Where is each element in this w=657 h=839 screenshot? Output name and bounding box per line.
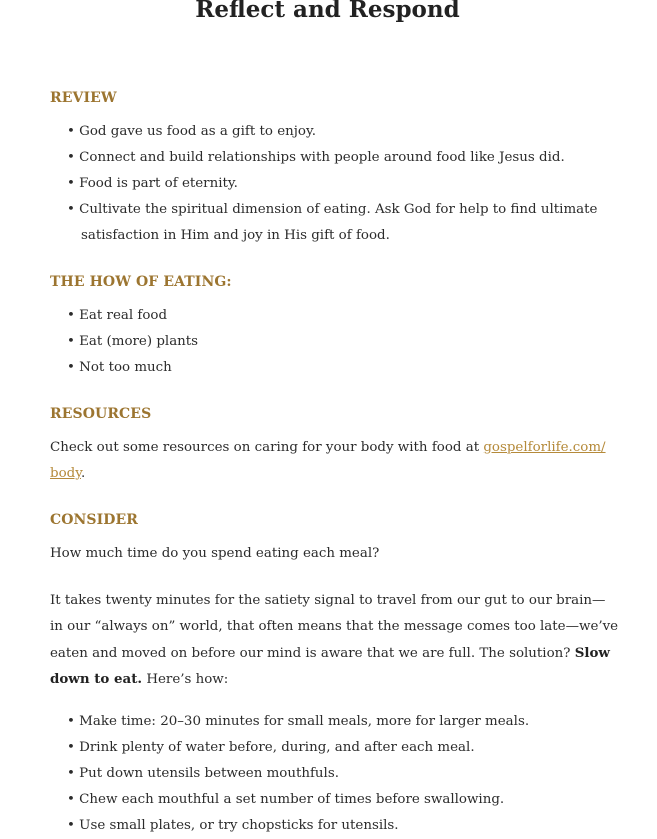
review-item: • Food is part of eternity. [67, 176, 238, 191]
tip-item: • Drink plenty of water before, during, and after each meal. [67, 740, 475, 755]
review-heading: REVIEW [50, 90, 117, 106]
consider-paragraph-line: in our “always on” world, that often means that the message comes too late—we’ve [50, 619, 619, 634]
tip-item: • Make time: 20–30 minutes for small meals, more for larger meals. [67, 714, 530, 729]
review-item-continued: satisfaction in Him and joy in His gift of food. [81, 228, 390, 243]
consider-question: How much time do you spend eating each meal? [50, 546, 380, 561]
consider-heading: CONSIDER [50, 512, 139, 528]
tip-item: • Use small plates, or try chopsticks for utensils. [67, 818, 399, 833]
consider-paragraph-line: eaten and moved on before our mind is aware that we are full. The solution? Slow [50, 645, 610, 661]
tip-item: • Chew each mouthful a set number of times before swallowing. [67, 792, 505, 807]
how-item: • Not too much [67, 360, 172, 375]
review-item: • God gave us food as a gift to enjoy. [67, 124, 317, 139]
tip-item: • Put down utensils between mouthfuls. [67, 766, 339, 781]
resources-text-continued: body. [50, 466, 86, 481]
solution-bold: down to eat. [50, 671, 143, 687]
resources-text: Check out some resources on caring for your body with food at gospelforlife.com/ [50, 440, 606, 455]
resources-heading: RESOURCES [50, 406, 152, 422]
solution-bold: Slow [574, 645, 610, 661]
consider-paragraph-line: It takes twenty minutes for the satiety signal to travel from our gut to our brain— [50, 593, 606, 608]
how-item: • Eat (more) plants [67, 334, 199, 349]
review-item: • Connect and build relationships with people around food like Jesus did. [67, 150, 565, 165]
consider-paragraph-line: down to eat. Here’s how: [50, 671, 229, 687]
page-title: Reflect and Respond [195, 0, 460, 23]
how-heading: THE HOW OF EATING: [50, 274, 232, 290]
how-item: • Eat real food [67, 308, 168, 323]
review-item: • Cultivate the spiritual dimension of eating. Ask God for help to find ultimate [67, 202, 598, 217]
resources-link[interactable]: gospelforlife.com/ [483, 440, 606, 455]
resources-link-continued[interactable]: body [50, 466, 81, 481]
